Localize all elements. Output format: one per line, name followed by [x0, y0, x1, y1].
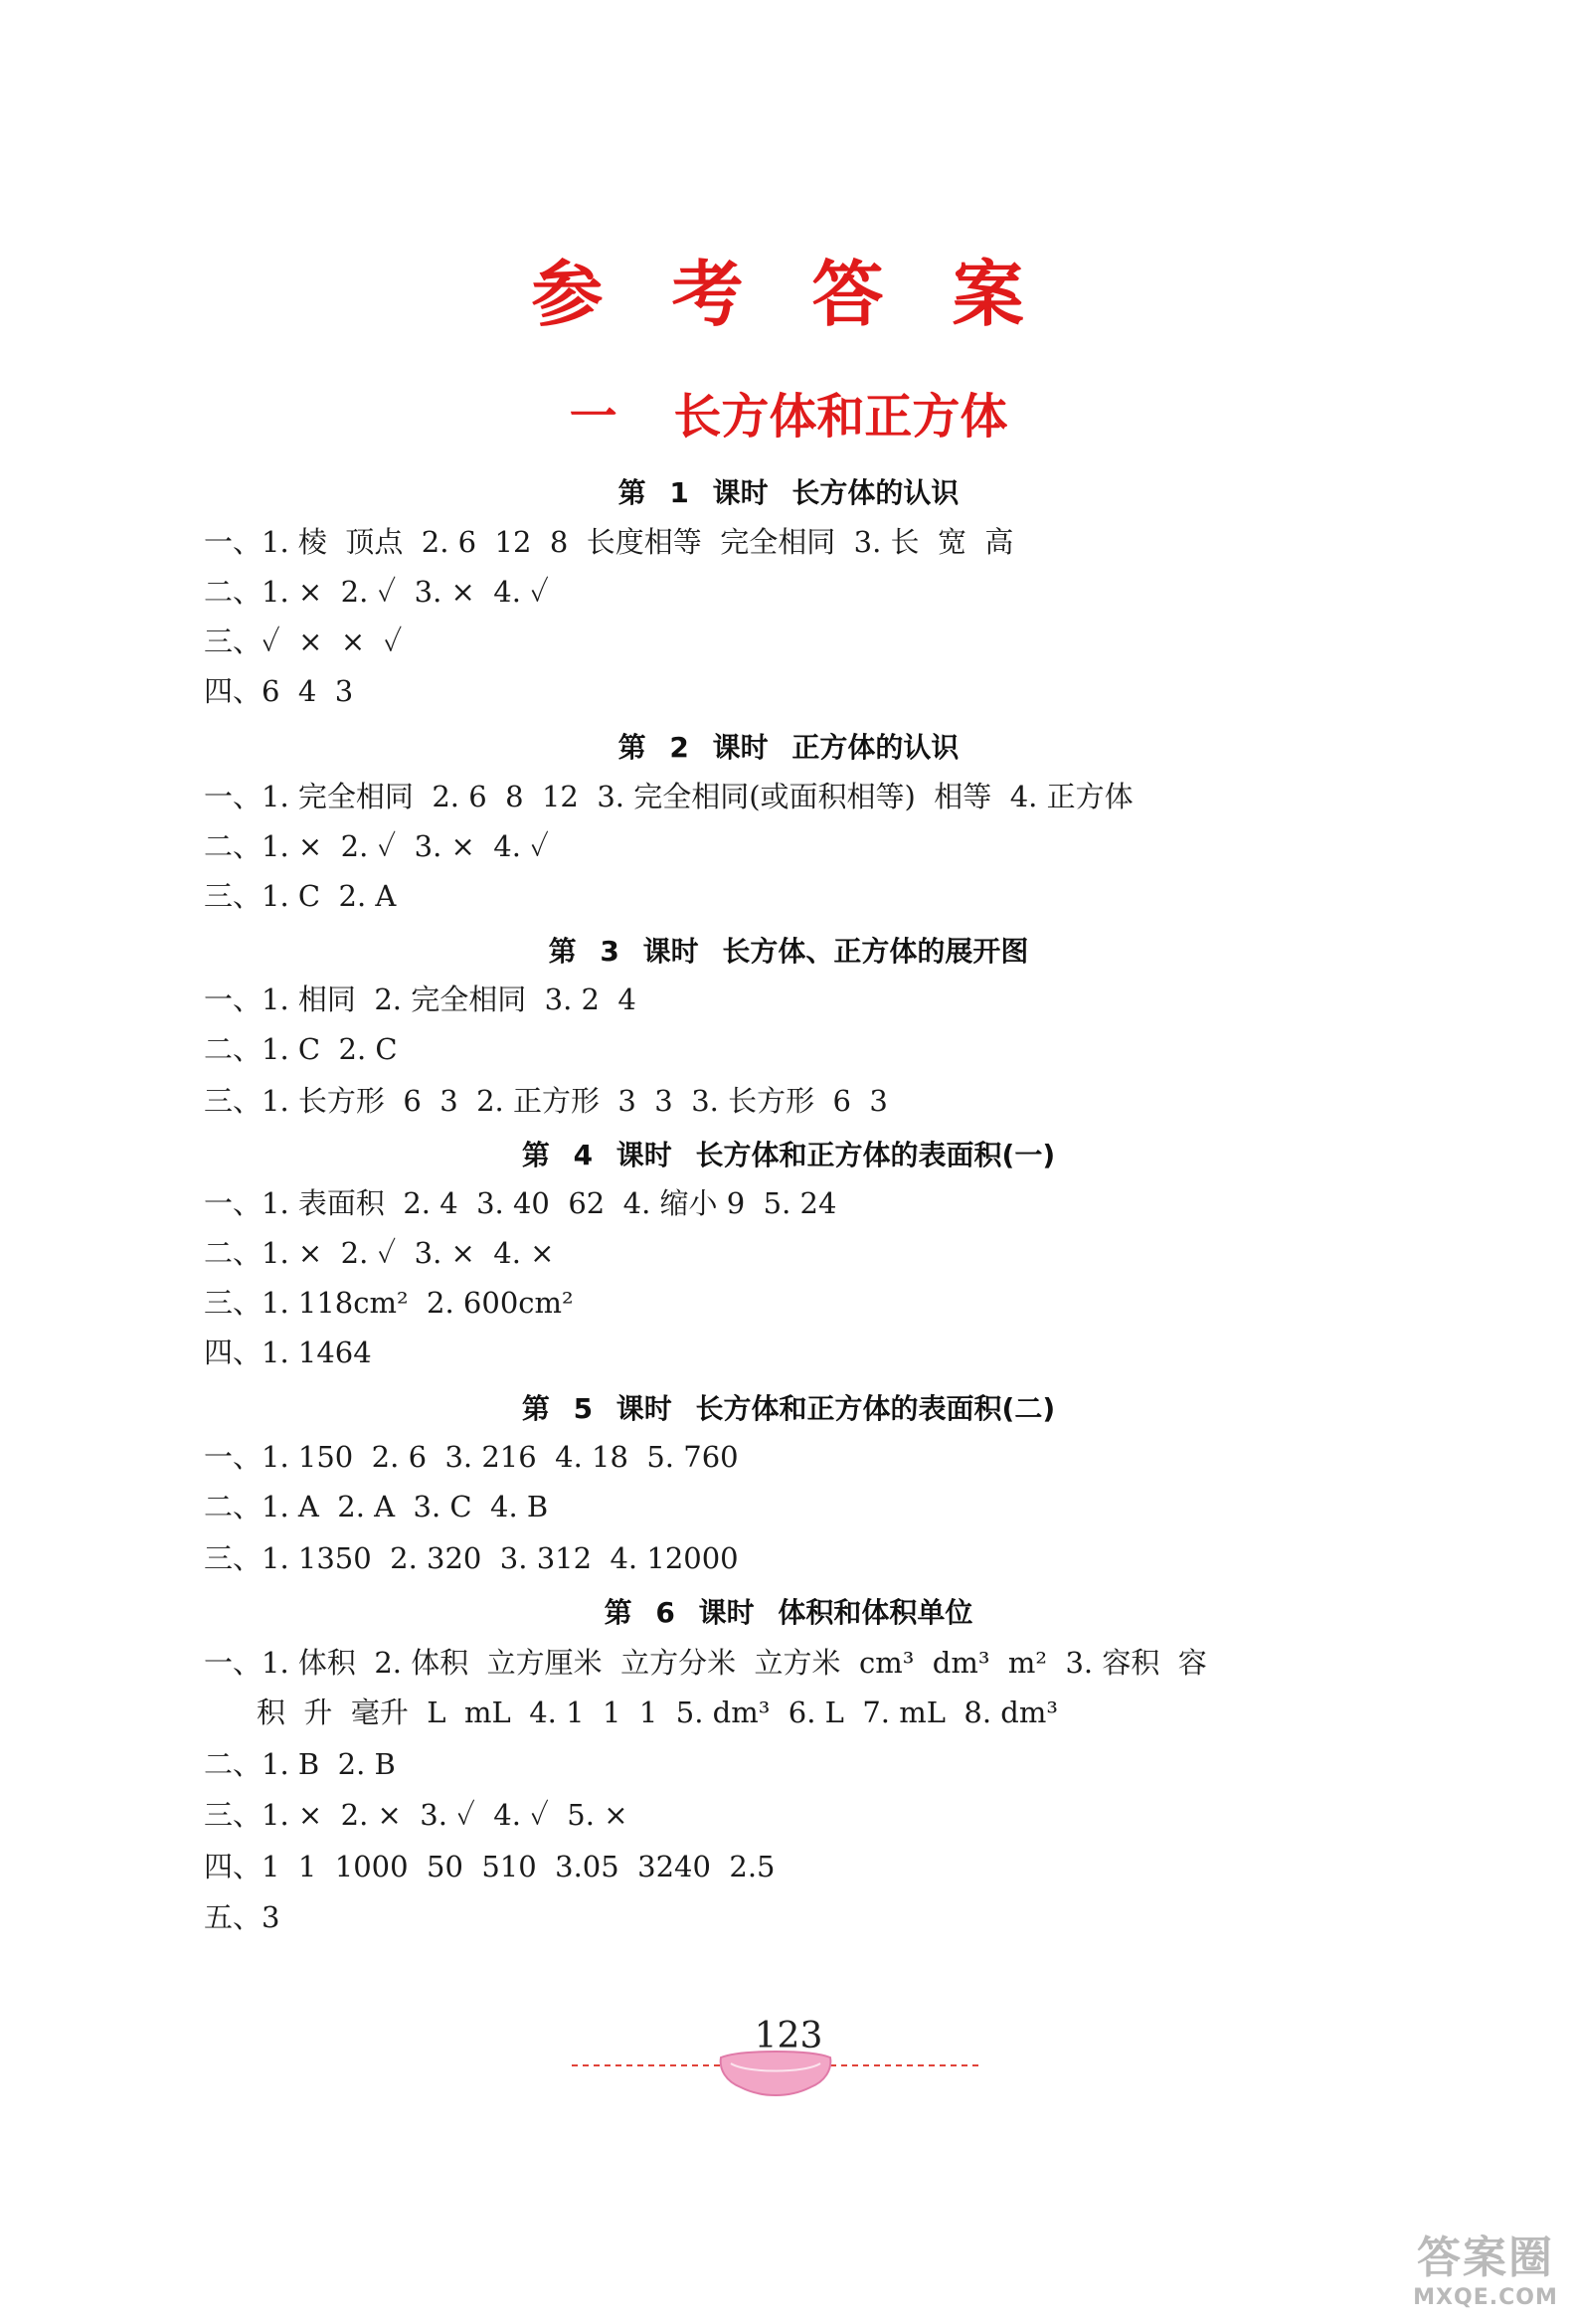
answer-line: 一、1. 完全相同 2. 6 8 12 3. 完全相同(或面积相等) 相等 4. 正方体 [204, 780, 1134, 813]
lesson-1-heading: 第 1 课时 长方体的认识 [617, 476, 960, 509]
answer-line: 三、✓ × × ✓ [204, 625, 403, 658]
answer-line-continued: 积 升 毫升 L mL 4. 1 1 1 5. dm³ 6. L 7. mL 8. dm³ [257, 1696, 1058, 1729]
answer-line: 四、1. 1464 [204, 1336, 372, 1369]
lesson-2-heading: 第 2 课时 正方体的认识 [617, 731, 960, 764]
answer-line: 二、1. B 2. B [204, 1747, 396, 1781]
answer-line: 一、1. 棱 顶点 2. 6 12 8 长度相等 完全相同 3. 长 宽 高 [204, 525, 1014, 559]
lesson-6-heading: 第 6 课时 体积和体积单位 [604, 1596, 973, 1629]
watermark-url: MXQE.COM [1413, 2285, 1558, 2310]
answer-line: 一、1. 150 2. 6 3. 216 4. 18 5. 760 [204, 1440, 739, 1474]
answer-line: 三、1. C 2. A [204, 879, 397, 913]
answer-line: 二、1. C 2. C [204, 1032, 398, 1066]
lesson-5-heading: 第 5 课时 长方体和正方体的表面积(二) [521, 1392, 1056, 1425]
answer-line: 一、1. 体积 2. 体积 立方厘米 立方分米 立方米 cm³ dm³ m² 3. 容积 容 [204, 1646, 1207, 1680]
lesson-3-heading: 第 3 课时 长方体、正方体的展开图 [548, 935, 1029, 968]
answer-line: 一、1. 相同 2. 完全相同 3. 2 4 [204, 983, 636, 1016]
page-number: 123 [754, 2016, 823, 2056]
answer-line: 二、1. A 2. A 3. C 4. B [204, 1490, 549, 1523]
chapter-heading: 一 长方体和正方体 [569, 389, 1008, 445]
answer-line: 二、1. × 2. ✓ 3. × 4. ✓ [204, 575, 549, 609]
answer-line: 三、1. 118cm² 2. 600cm² [204, 1286, 574, 1320]
answer-line: 三、1. × 2. × 3. ✓ 4. ✓ 5. × [204, 1798, 628, 1832]
answer-line: 二、1. × 2. ✓ 3. × 4. ✓ [204, 829, 549, 863]
answer-line: 五、3 [204, 1900, 280, 1934]
answer-line: 二、1. × 2. ✓ 3. × 4. × [204, 1236, 555, 1270]
page-title: 参 考 答 案 [531, 252, 1046, 336]
answer-line: 三、1. 1350 2. 320 3. 312 4. 12000 [204, 1541, 739, 1575]
watermark-logo [1406, 2222, 1565, 2316]
answer-line: 三、1. 长方形 6 3 2. 正方形 3 3 3. 长方形 6 3 [204, 1084, 888, 1118]
answer-line: 四、6 4 3 [204, 674, 354, 708]
lesson-4-heading: 第 4 课时 长方体和正方体的表面积(一) [521, 1139, 1056, 1171]
answer-line: 一、1. 表面积 2. 4 3. 40 62 4. 缩小 9 5. 24 [204, 1186, 837, 1220]
watermark-mark: 答案圈 [1417, 2233, 1554, 2283]
answer-line: 四、1 1 1000 50 510 3.05 3240 2.5 [204, 1850, 776, 1883]
